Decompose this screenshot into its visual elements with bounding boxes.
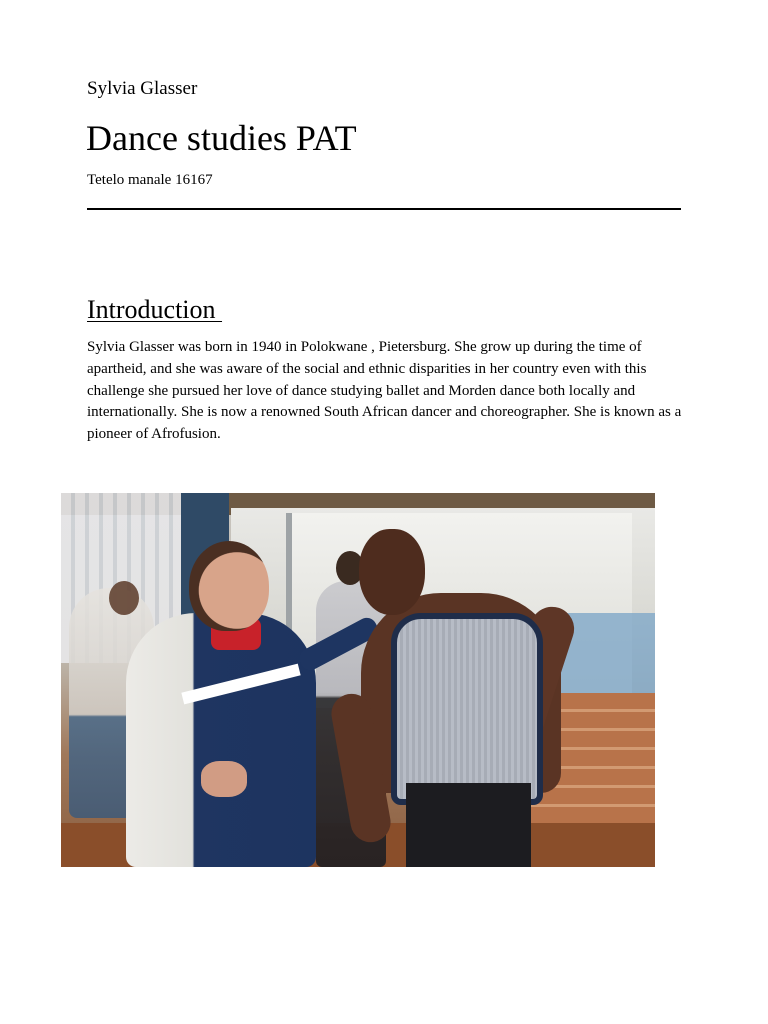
photo-teacher-hand: [201, 761, 247, 797]
photo-teacher-tracksuit: [126, 613, 316, 867]
document-subtitle: Sylvia Glasser: [87, 78, 198, 99]
document-title: Dance studies PAT: [86, 118, 357, 158]
section-heading-introduction: Introduction: [87, 295, 223, 324]
introduction-paragraph: Sylvia Glasser was born in 1940 in Polokwane , Pietersburg. She grow up during the time of apartheid, and she was aware of the social and ethnic disparities in her country even with this challenge she pursued her love of dance studying ballet and Morden dance both locally and internationally. She is now a renowned South African dancer and choreographer. She is known as a pioneer of Afrofusion.: [87, 339, 682, 443]
photo-dancer-head: [359, 529, 425, 615]
dance-class-photo: [61, 493, 655, 867]
photo-teacher-head: [189, 541, 269, 631]
photo-background-head-left: [109, 581, 139, 615]
title-divider: [87, 208, 681, 210]
photo-dancer-pants: [406, 783, 531, 867]
photo-dancer-vest: [391, 613, 543, 805]
author-line: Tetelo manale 16167: [87, 172, 213, 188]
